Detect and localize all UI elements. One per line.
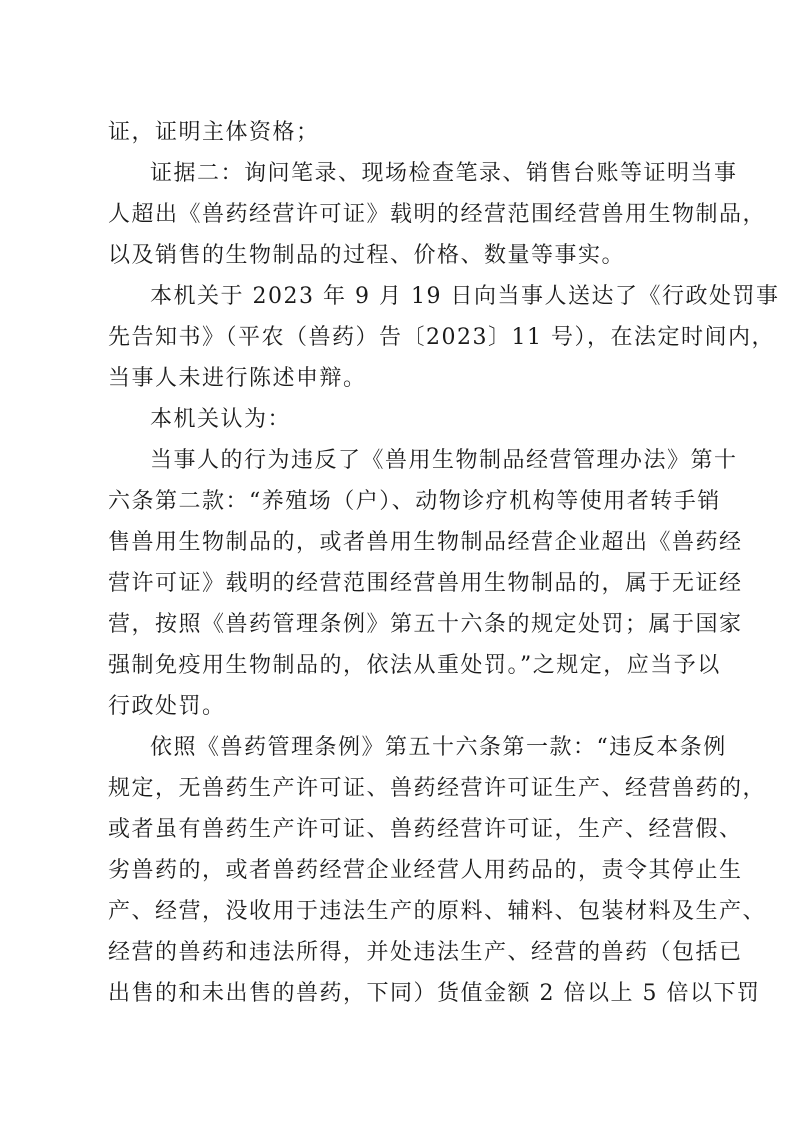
text-line: 经营的兽药和违法所得，并处违法生产、经营的兽药（包括已 [108, 940, 743, 965]
text-line: 营，按照《兽药管理条例》第五十六条的规定处罚；属于国家 [108, 612, 743, 637]
paragraph-start-line: 本机关于 2023 年 9 月 19 日向当事人送达了《行政处罚事 [150, 284, 780, 309]
text-line: 强制免疫用生物制品的，依法从重处罚。”之规定，应当予以 [108, 653, 721, 678]
text-line: 以及销售的生物制品的过程、价格、数量等事实。 [108, 243, 626, 268]
text-line: 规定，无兽药生产许可证、兽药经营许可证生产、经营兽药的， [108, 776, 767, 801]
text-line: 售兽用生物制品的，或者兽用生物制品经营企业超出《兽药经 [108, 530, 743, 555]
paragraph-start-line: 本机关认为： [150, 407, 292, 432]
text-line: 当事人未进行陈述申辩。 [108, 366, 367, 391]
paragraph-start-line: 证据二：询问笔录、现场检查笔录、销售台账等证明当事 [150, 161, 738, 186]
text-line: 六条第二款：“养殖场（户）、动物诊疗机构等使用者转手销 [108, 489, 721, 514]
text-line: 人超出《兽药经营许可证》载明的经营范围经营兽用生物制品， [108, 202, 767, 227]
text-line: 营许可证》载明的经营范围经营兽用生物制品的，属于无证经 [108, 571, 743, 596]
paragraph-start-line: 依照《兽药管理条例》第五十六条第一款：“违反本条例 [150, 735, 727, 760]
text-line: 或者虽有兽药生产许可证、兽药经营许可证，生产、经营假、 [108, 817, 743, 842]
text-line: 出售的和未出售的兽药，下同）货值金额 2 倍以上 5 倍以下罚 [108, 981, 761, 1006]
text-line: 行政处罚。 [108, 694, 226, 719]
paragraph-start-line: 当事人的行为违反了《兽用生物制品经营管理办法》第十 [150, 448, 738, 473]
text-line: 先告知书》（平农（兽药）告〔2023〕11 号），在法定时间内， [108, 325, 775, 350]
text-line: 证，证明主体资格； [108, 120, 320, 145]
text-line: 劣兽药的，或者兽药经营企业经营人用药品的，责令其停止生 [108, 858, 743, 883]
text-line: 产、经营，没收用于违法生产的原料、辅料、包装材料及生产、 [108, 899, 767, 924]
